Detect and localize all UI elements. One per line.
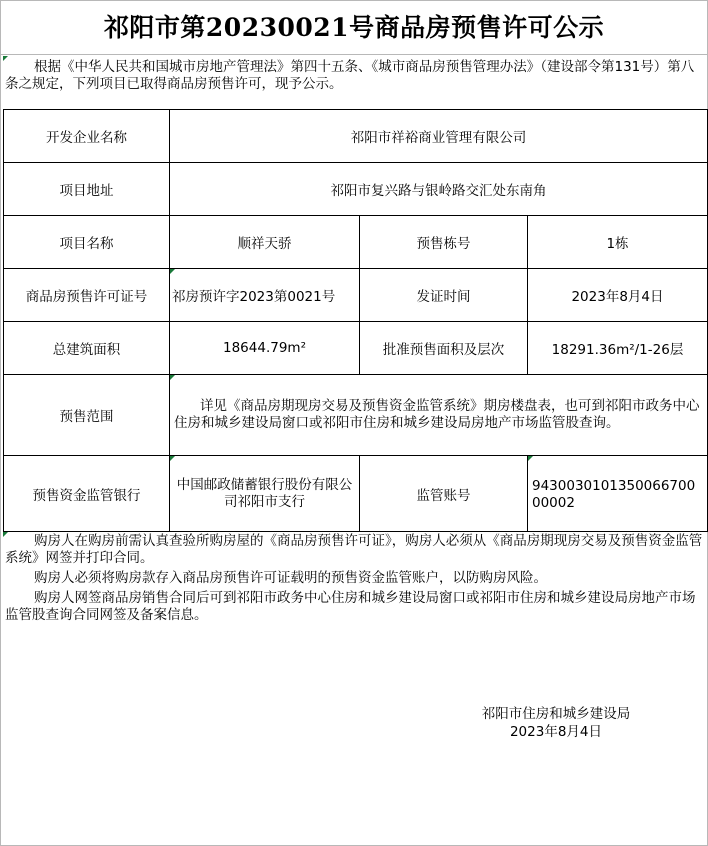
- address-label: 项目地址: [4, 163, 170, 216]
- cell-marker-icon: [170, 375, 175, 380]
- account-label: 监管账号: [360, 456, 528, 532]
- issue-date-label: 发证时间: [360, 269, 528, 322]
- scope-label: 预售范围: [4, 375, 170, 456]
- note-paragraph: 购房人在购房前需认真查验所购房屋的《商品房预售许可证》，购房人必须从《商品房期现房交易及预售资金监管系统》网签并打印合同。: [5, 533, 703, 566]
- scope-cell: [170, 375, 708, 456]
- table-row: [4, 375, 708, 456]
- table-row: [4, 456, 708, 532]
- approved-area-value: 18291.36m²/1-26层: [528, 322, 708, 375]
- table-row: [4, 269, 708, 322]
- bank-label: 预售资金监管银行: [4, 456, 170, 532]
- note-paragraph: 购房人网签商品房销售合同后可到祁阳市政务中心住房和城乡建设局窗口或祁阳市住房和城乡建设局房地产市场监管股查询合同网签及备案信息。: [5, 590, 696, 623]
- developer-label: 开发企业名称: [4, 110, 170, 163]
- approved-area-label: 批准预售面积及层次: [360, 322, 528, 375]
- total-area-label: 总建筑面积: [4, 322, 170, 375]
- account-cell: [528, 456, 708, 532]
- total-area-value: 18644.79m²: [170, 322, 360, 375]
- permit-table: [3, 109, 708, 532]
- presale-building-value: 1栋: [528, 216, 708, 269]
- scope-value: 详见《商品房期现房交易及预售资金监管系统》期房楼盘表，也可到祁阳市政务中心住房和城乡建设局窗口或祁阳市住房和城乡建设局房地产市场监管股查询。: [174, 398, 700, 431]
- permit-no-cell: [170, 269, 360, 322]
- table-row: [4, 216, 708, 269]
- permit-no-value: 祁房预许字2023第0021号: [172, 289, 336, 305]
- project-name-value: 顺祥天骄: [170, 216, 360, 269]
- bank-value: 中国邮政储蓄银行股份有限公司祁阳市支行: [176, 476, 353, 510]
- page-title: 祁阳市第20230021号商品房预售许可公示: [1, 1, 707, 55]
- table-row: [4, 322, 708, 375]
- intro-paragraph: 根据《中华人民共和国城市房地产管理法》第四十五条、《城市商品房预售管理办法》（建设部令第131号）第八条之规定，下列项目已取得商品房预售许可，现予公示。: [5, 59, 695, 92]
- bank-cell: [170, 456, 360, 532]
- table-row: [4, 110, 708, 163]
- table-row: [4, 163, 708, 216]
- address-value: 祁阳市复兴路与银岭路交汇处东南角: [170, 163, 708, 216]
- cell-marker-icon: [170, 269, 175, 274]
- permit-no-label: 商品房预售许可证号: [4, 269, 170, 322]
- signature-block: [441, 705, 671, 741]
- note-paragraph: 购房人必须将购房款存入商品房预售许可证载明的预售资金监管账户，以防购房风险。: [34, 570, 547, 586]
- cell-marker-icon: [528, 456, 533, 461]
- account-value: 943003010135006670000002: [532, 478, 696, 511]
- signature-org: 祁阳市住房和城乡建设局: [481, 706, 631, 722]
- notes-section: [5, 533, 703, 627]
- cell-marker-icon: [170, 456, 175, 461]
- signature-date: 2023年8月4日: [509, 724, 603, 740]
- presale-building-label: 预售栋号: [360, 216, 528, 269]
- issue-date-value: 2023年8月4日: [528, 269, 708, 322]
- developer-value: 祁阳市祥裕商业管理有限公司: [170, 110, 708, 163]
- project-name-label: 项目名称: [4, 216, 170, 269]
